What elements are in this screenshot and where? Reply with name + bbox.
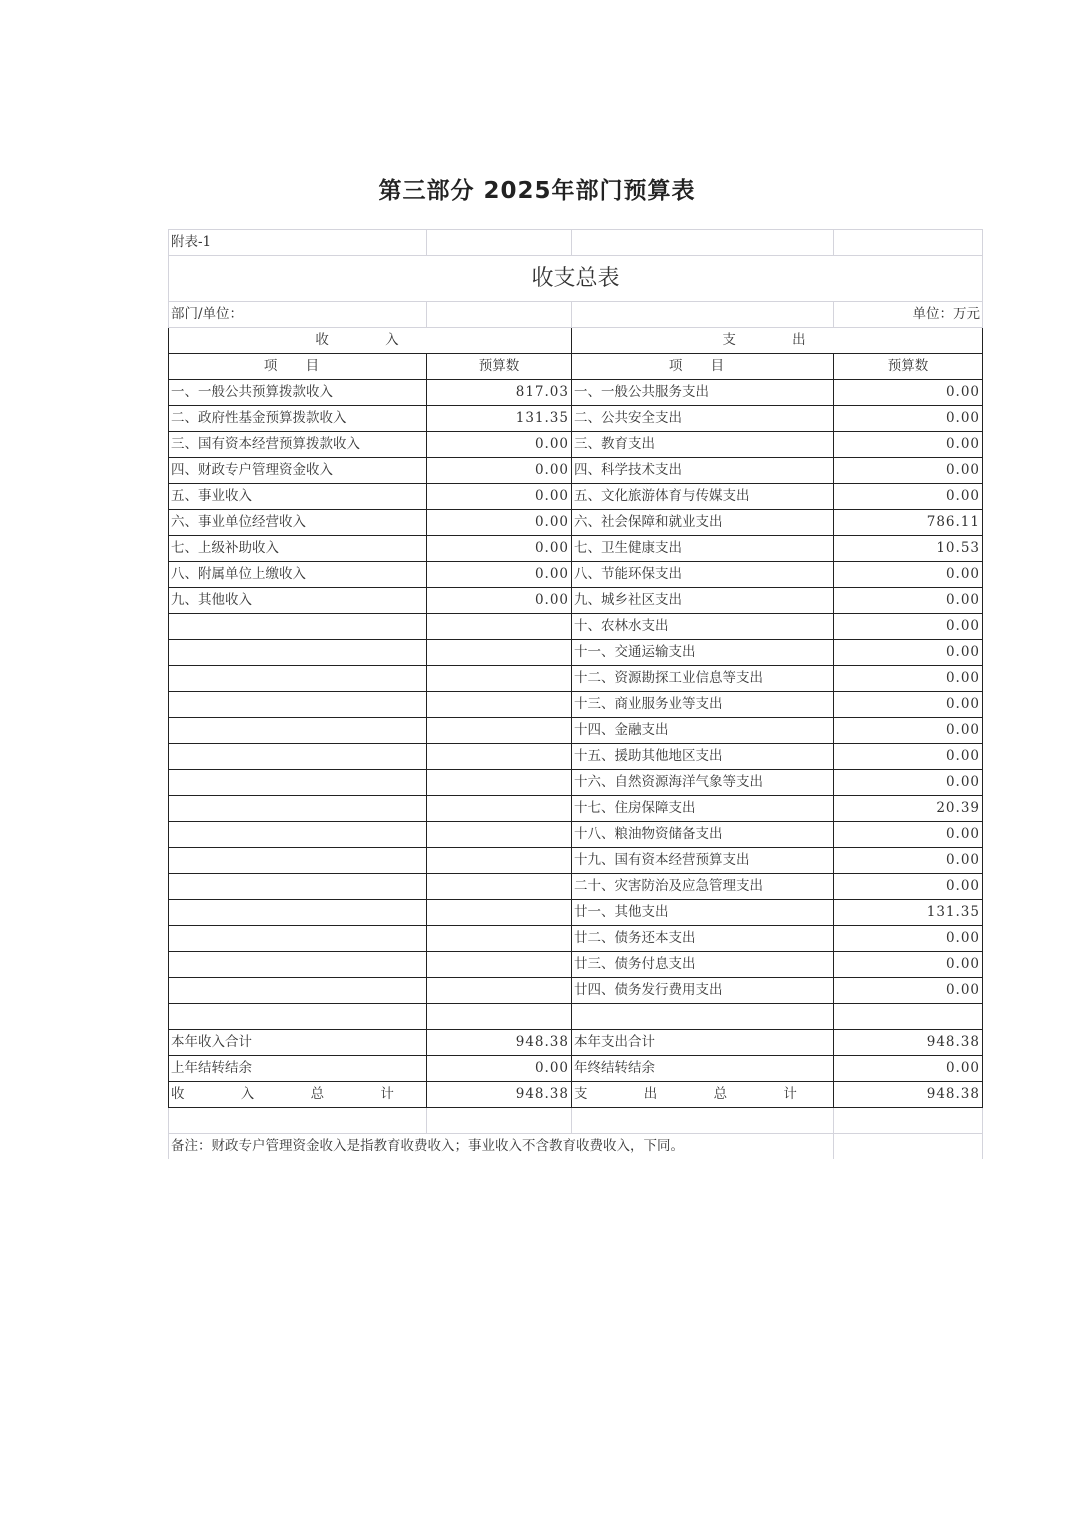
expense-item-cell: 九、城乡社区支出: [572, 588, 834, 614]
income-amount-cell: [427, 822, 572, 848]
table-row: [169, 770, 983, 796]
page-title: 第三部分 2025年部门预算表: [378, 178, 696, 204]
expense-amount-cell: 0.00: [834, 380, 983, 406]
expense-item-cell: 十、农林水支出: [572, 614, 834, 640]
income-amount-cell: [427, 1004, 572, 1030]
table-row: [169, 562, 983, 588]
expense-item-cell: 七、卫生健康支出: [572, 536, 834, 562]
expense-item-cell: 十六、自然资源海洋气象等支出: [572, 770, 834, 796]
income-item-cell: 八、附属单位上缴收入: [169, 562, 427, 588]
expense-amount-cell: 0.00: [834, 952, 983, 978]
expense-amount-cell: 948.38: [834, 1082, 983, 1108]
table-row: [169, 978, 983, 1004]
expense-item-cell: 一、一般公共服务支出: [572, 380, 834, 406]
income-item-cell: 上年结转结余: [169, 1056, 427, 1082]
income-amount-cell: [427, 900, 572, 926]
income-item-cell: [169, 796, 427, 822]
expense-item-cell: 本年支出合计: [572, 1030, 834, 1056]
income-amount-cell: [427, 952, 572, 978]
income-item-cell: 一、一般公共预算拨款收入: [169, 380, 427, 406]
expense-amount-cell: 0.00: [834, 744, 983, 770]
income-item-cell: [169, 692, 427, 718]
expense-item-cell: 十九、国有资本经营预算支出: [572, 848, 834, 874]
expense-amount-cell: 0.00: [834, 666, 983, 692]
income-amount-cell: [427, 640, 572, 666]
table-row: [169, 406, 983, 432]
income-item-cell: [169, 640, 427, 666]
expense-amount-cell: [834, 1004, 983, 1030]
income-amount-cell: [427, 666, 572, 692]
income-amount-cell: [427, 926, 572, 952]
income-amount-cell: 817.03: [427, 380, 572, 406]
summary-row: [169, 1030, 983, 1056]
expense-item-cell: 八、节能环保支出: [572, 562, 834, 588]
expense-amount-cell: 0.00: [834, 1056, 983, 1082]
income-amount-cell: 0.00: [427, 510, 572, 536]
income-item-cell: [169, 978, 427, 1004]
expense-item-cell: 五、文化旅游体育与传媒支出: [572, 484, 834, 510]
income-item-cell: 收 入 总 计: [171, 1086, 420, 1102]
income-amount-cell: [427, 796, 572, 822]
income-amount-cell: 0.00: [427, 588, 572, 614]
table-row: [169, 796, 983, 822]
income-amount-header: 预算数: [427, 354, 572, 380]
expense-amount-cell: 10.53: [834, 536, 983, 562]
table-row: [169, 848, 983, 874]
income-item-cell: [169, 848, 427, 874]
expense-item-cell: 廿一、其他支出: [572, 900, 834, 926]
expense-amount-cell: 786.11: [834, 510, 983, 536]
expense-amount-cell: 0.00: [834, 718, 983, 744]
income-amount-cell: [427, 744, 572, 770]
table-title: 收支总表: [169, 256, 983, 302]
summary-row: [169, 1056, 983, 1082]
unit-row: [169, 302, 983, 328]
table-row: [169, 614, 983, 640]
income-amount-cell: 0.00: [427, 562, 572, 588]
income-amount-cell: 0.00: [427, 484, 572, 510]
income-item-cell: [169, 614, 427, 640]
income-amount-cell: [427, 770, 572, 796]
income-amount-cell: 0.00: [427, 1056, 572, 1082]
expense-amount-cell: 0.00: [834, 562, 983, 588]
expense-item-cell: 二、公共安全支出: [572, 406, 834, 432]
expense-item-cell: 三、教育支出: [572, 432, 834, 458]
expense-item-cell: 十八、粮油物资储备支出: [572, 822, 834, 848]
table-row: [169, 718, 983, 744]
expense-item-cell: [572, 1004, 834, 1030]
expense-amount-cell: 0.00: [834, 874, 983, 900]
income-item-cell: [169, 900, 427, 926]
expense-item-cell: 十五、援助其他地区支出: [572, 744, 834, 770]
expense-item-cell: 六、社会保障和就业支出: [572, 510, 834, 536]
expense-item-cell: 四、科学技术支出: [572, 458, 834, 484]
expense-amount-cell: 0.00: [834, 588, 983, 614]
expense-amount-cell: 0.00: [834, 432, 983, 458]
table-row: [169, 640, 983, 666]
table-row: [169, 588, 983, 614]
table-row: [169, 926, 983, 952]
income-item-cell: [169, 666, 427, 692]
table-row: [169, 874, 983, 900]
expense-item-header: 项 目: [668, 358, 737, 374]
income-header: 收 入: [315, 332, 425, 348]
income-amount-cell: 0.00: [427, 458, 572, 484]
income-item-cell: 六、事业单位经营收入: [169, 510, 427, 536]
expense-item-cell: 十七、住房保障支出: [572, 796, 834, 822]
expense-item-cell: 年终结转结余: [572, 1056, 834, 1082]
expense-item-cell: 十二、资源勘探工业信息等支出: [572, 666, 834, 692]
expense-amount-cell: 0.00: [834, 406, 983, 432]
expense-amount-cell: 0.00: [834, 458, 983, 484]
unit-label: 单位：万元: [834, 302, 983, 328]
table-row: [169, 380, 983, 406]
income-item-cell: 本年收入合计: [169, 1030, 427, 1056]
expense-item-cell: 十四、金融支出: [572, 718, 834, 744]
income-amount-cell: [427, 692, 572, 718]
table-row: [169, 744, 983, 770]
table-row: [169, 458, 983, 484]
table-row: [169, 536, 983, 562]
expense-amount-cell: 0.00: [834, 692, 983, 718]
expense-item-cell: 廿三、债务付息支出: [572, 952, 834, 978]
expense-item-cell: 十一、交通运输支出: [572, 640, 834, 666]
expense-amount-header: 预算数: [834, 354, 983, 380]
income-amount-cell: 131.35: [427, 406, 572, 432]
income-item-cell: [169, 952, 427, 978]
section-header-row: [169, 328, 983, 354]
expense-amount-cell: 0.00: [834, 822, 983, 848]
income-amount-cell: [427, 848, 572, 874]
expense-amount-cell: 131.35: [834, 900, 983, 926]
annex-label: 附表-1: [169, 230, 427, 256]
income-amount-cell: [427, 614, 572, 640]
table-row: [169, 432, 983, 458]
expense-amount-cell: 0.00: [834, 926, 983, 952]
table-row: [169, 692, 983, 718]
table-row: [169, 952, 983, 978]
income-item-cell: [169, 822, 427, 848]
table-title-row: [169, 256, 983, 302]
expense-amount-cell: 0.00: [834, 770, 983, 796]
income-item-cell: [169, 744, 427, 770]
expense-item-cell: 支 出 总 计: [574, 1086, 823, 1102]
income-amount-cell: 948.38: [427, 1082, 572, 1108]
income-item-cell: 三、国有资本经营预算拨款收入: [169, 432, 427, 458]
expense-amount-cell: 20.39: [834, 796, 983, 822]
expense-amount-cell: 0.00: [834, 848, 983, 874]
table-row: [169, 900, 983, 926]
income-item-cell: [169, 770, 427, 796]
income-item-header: 项 目: [263, 358, 332, 374]
table-row: [169, 484, 983, 510]
income-item-cell: 九、其他收入: [169, 588, 427, 614]
income-amount-cell: 0.00: [427, 432, 572, 458]
income-item-cell: [169, 874, 427, 900]
annex-row: [169, 230, 983, 256]
expense-item-cell: 二十、灾害防治及应急管理支出: [572, 874, 834, 900]
expense-amount-cell: 0.00: [834, 484, 983, 510]
table-row: [169, 1004, 983, 1030]
expense-amount-cell: 0.00: [834, 614, 983, 640]
income-item-cell: 四、财政专户管理资金收入: [169, 458, 427, 484]
note-text: 备注：财政专户管理资金收入是指教育收费收入；事业收入不含教育收费收入，下同。: [169, 1134, 834, 1160]
expense-item-cell: 廿四、债务发行费用支出: [572, 978, 834, 1004]
income-item-cell: [169, 718, 427, 744]
income-amount-cell: 948.38: [427, 1030, 572, 1056]
expense-header: 支 出: [722, 332, 832, 348]
expense-amount-cell: 0.00: [834, 640, 983, 666]
expense-amount-cell: 0.00: [834, 978, 983, 1004]
income-item-cell: 五、事业收入: [169, 484, 427, 510]
income-amount-cell: [427, 978, 572, 1004]
budget-table: [168, 229, 983, 1159]
column-header-row: [169, 354, 983, 380]
income-item-cell: 七、上级补助收入: [169, 536, 427, 562]
expense-item-cell: 廿二、债务还本支出: [572, 926, 834, 952]
expense-amount-cell: 948.38: [834, 1030, 983, 1056]
income-amount-cell: [427, 874, 572, 900]
income-item-cell: [169, 1004, 427, 1030]
income-amount-cell: [427, 718, 572, 744]
income-item-cell: 二、政府性基金预算拨款收入: [169, 406, 427, 432]
summary-row: [169, 1082, 983, 1108]
expense-item-cell: 十三、商业服务业等支出: [572, 692, 834, 718]
table-row: [169, 822, 983, 848]
table-row: [169, 666, 983, 692]
income-item-cell: [169, 926, 427, 952]
spacer-row: [169, 1108, 983, 1134]
dept-label: 部门/单位：: [169, 302, 427, 328]
note-row: [169, 1134, 983, 1160]
table-row: [169, 510, 983, 536]
income-amount-cell: 0.00: [427, 536, 572, 562]
